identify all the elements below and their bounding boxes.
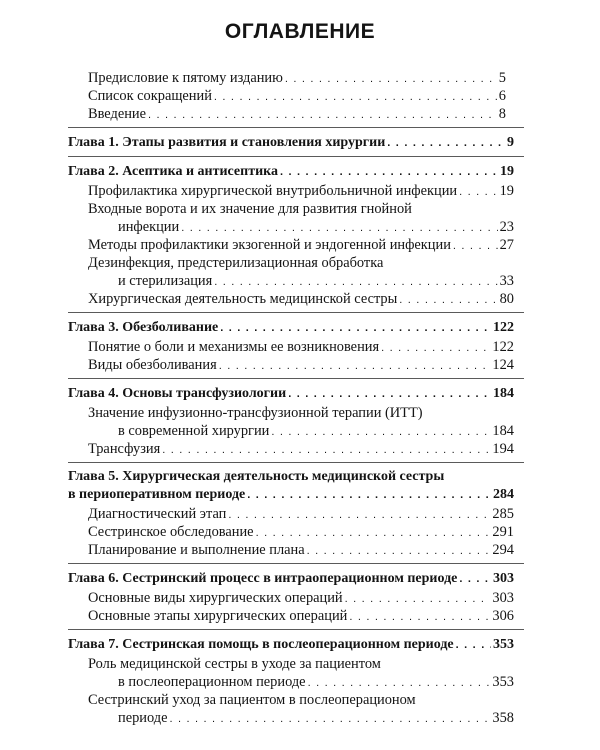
dot-leader: [162, 443, 490, 457]
toc-entry-3-1[interactable]: [88, 338, 514, 356]
entry-title: Сестринское обследование: [88, 524, 254, 540]
chapter-title: Глава 4. Основы трансфузиологии: [68, 386, 287, 401]
entry-title: Основные этапы хирургических операций: [88, 608, 348, 624]
chapter-title: Глава 3. Обезболивание: [68, 320, 219, 335]
entry-page: 27: [499, 237, 514, 253]
toc-entry-5-3[interactable]: [88, 541, 514, 559]
entry-title: Профилактика хирургической внутрибольничной инфекции: [88, 183, 458, 199]
entry-title-cont: в послеоперационном периоде: [118, 674, 306, 690]
entry-page: 23: [499, 219, 514, 235]
toc-entry-preface[interactable]: [88, 69, 506, 87]
section-divider: [68, 156, 524, 157]
entry-page: 80: [499, 291, 514, 307]
toc-entry-3-2[interactable]: [88, 356, 514, 374]
toc-chapter-5-title[interactable]: Глава 5. Хирургическая деятельность медицинской сестры: [68, 469, 445, 484]
entry-title: Предисловие к пятому изданию: [88, 70, 283, 86]
dot-leader: [214, 90, 497, 104]
toc-entry-5-2[interactable]: [88, 523, 514, 541]
chapter-page: 9: [507, 135, 514, 150]
dot-leader: [345, 592, 491, 606]
dot-leader: [308, 676, 491, 690]
dot-leader: [381, 341, 490, 355]
chapter-title: Глава 2. Асептика и антисептика: [68, 164, 279, 179]
entry-page: 291: [492, 524, 514, 540]
chapter-title: Глава 1. Этапы развития и становления хирургии: [68, 135, 386, 150]
toc-entry-2-2[interactable]: [118, 218, 514, 236]
toc-entry-abbreviations[interactable]: [88, 87, 506, 105]
entry-title: Понятие о боли и механизмы ее возникновения: [88, 339, 380, 355]
entry-page: 5: [498, 70, 506, 86]
toc-entry-introduction[interactable]: [88, 105, 506, 123]
toc-entry-7-1[interactable]: [118, 673, 514, 691]
toc-entry-7-2[interactable]: [118, 709, 514, 727]
section-divider: [68, 563, 524, 564]
entry-title: Виды обезболивания: [88, 357, 217, 373]
toc-entry-4-2[interactable]: [88, 440, 514, 458]
entry-title: Основные виды хирургических операций: [88, 590, 343, 606]
toc-entry-6-1[interactable]: [88, 589, 514, 607]
entry-page: 194: [492, 441, 514, 457]
dot-leader: [349, 610, 490, 624]
toc-chapter-3[interactable]: [68, 319, 514, 337]
entry-page: 124: [492, 357, 514, 373]
toc-chapter-1[interactable]: [68, 134, 514, 152]
dot-leader: [387, 136, 505, 150]
entry-title-cont: и стерилизация: [118, 273, 213, 289]
entry-title-cont: в современной хирургии: [118, 423, 270, 439]
dot-leader: [399, 293, 497, 307]
entry-page: 6: [498, 88, 506, 104]
dot-leader: [271, 425, 490, 439]
toc-entry-2-5[interactable]: [88, 290, 514, 308]
dot-leader: [453, 239, 498, 253]
dot-leader: [459, 572, 491, 586]
section-divider: [68, 378, 524, 379]
entry-title: Планирование и выполнение плана: [88, 542, 305, 558]
dot-leader: [214, 275, 497, 289]
entry-title: Введение: [88, 106, 147, 122]
entry-page: 306: [492, 608, 514, 624]
toc-entry-2-4-title[interactable]: Дезинфекция, предстерилизационная обработка: [88, 255, 384, 271]
entry-title-cont: инфекции: [118, 219, 180, 235]
entry-page: 303: [492, 590, 514, 606]
toc-entry-7-2-title[interactable]: Сестринский уход за пациентом в послеоперационом: [88, 692, 416, 708]
entry-page: 122: [492, 339, 514, 355]
toc-chapter-2[interactable]: [68, 163, 514, 181]
toc-chapter-6[interactable]: [68, 570, 514, 588]
toc-entry-4-1-title[interactable]: Значение инфузионно-трансфузионной терапии (ИТТ): [88, 405, 423, 421]
toc-entry-4-1[interactable]: [118, 422, 514, 440]
entry-page: 8: [498, 106, 506, 122]
toc-chapter-5[interactable]: [68, 486, 514, 504]
toc-entry-2-4[interactable]: [118, 272, 514, 290]
toc-entry-2-1[interactable]: [88, 182, 514, 200]
chapter-title-cont: в периоперативном периоде: [68, 487, 246, 502]
toc-chapter-4[interactable]: [68, 385, 514, 403]
chapter-page: 303: [493, 571, 514, 586]
dot-leader: [288, 387, 491, 401]
entry-title-cont: периоде: [118, 710, 168, 726]
dot-leader: [247, 488, 491, 502]
toc-entry-2-2-title[interactable]: Входные ворота и их значение для развития гнойной: [88, 201, 412, 217]
entry-page: 294: [492, 542, 514, 558]
entry-page: 353: [492, 674, 514, 690]
page-title: ОГЛАВЛЕНИЕ: [224, 20, 376, 43]
dot-leader: [280, 165, 498, 179]
chapter-page: 284: [493, 487, 514, 502]
toc-entry-2-3[interactable]: [88, 236, 514, 254]
entry-page: 184: [492, 423, 514, 439]
chapter-page: 122: [493, 320, 514, 335]
dot-leader: [181, 221, 497, 235]
dot-leader: [307, 544, 491, 558]
dot-leader: [169, 712, 490, 726]
entry-page: 33: [499, 273, 514, 289]
dot-leader: [228, 508, 490, 522]
entry-page: 358: [492, 710, 514, 726]
section-divider: [68, 127, 524, 128]
entry-title: Список сокращений: [88, 88, 212, 104]
toc-chapter-7[interactable]: [68, 636, 514, 654]
dot-leader: [456, 638, 491, 652]
chapter-page: 184: [493, 386, 514, 401]
dot-leader: [220, 321, 491, 335]
chapter-title: Глава 6. Сестринский процесс в интраоперационном периоде: [68, 571, 458, 586]
section-divider: [68, 629, 524, 630]
entry-title: Хирургическая деятельность медицинской сестры: [88, 291, 398, 307]
chapter-page: 353: [493, 637, 514, 652]
dot-leader: [459, 185, 497, 199]
toc-entry-7-1-title[interactable]: Роль медицинской сестры в уходе за пациентом: [88, 656, 381, 672]
section-divider: [68, 312, 524, 313]
dot-leader: [219, 359, 491, 373]
dot-leader: [256, 526, 491, 540]
dot-leader: [285, 72, 497, 86]
entry-title: Трансфузия: [88, 441, 161, 457]
toc-entry-6-2[interactable]: [88, 607, 514, 625]
entry-page: 19: [499, 183, 514, 199]
section-divider: [68, 462, 524, 463]
toc-entry-5-1[interactable]: [88, 505, 514, 523]
entry-title: Диагностический этап: [88, 506, 227, 522]
chapter-title: Глава 7. Сестринская помощь в послеоперационном периоде: [68, 637, 454, 652]
chapter-page: 19: [500, 164, 514, 179]
entry-title: Методы профилактики экзогенной и эндогенной инфекции: [88, 237, 451, 253]
dot-leader: [148, 108, 497, 122]
entry-page: 285: [492, 506, 514, 522]
